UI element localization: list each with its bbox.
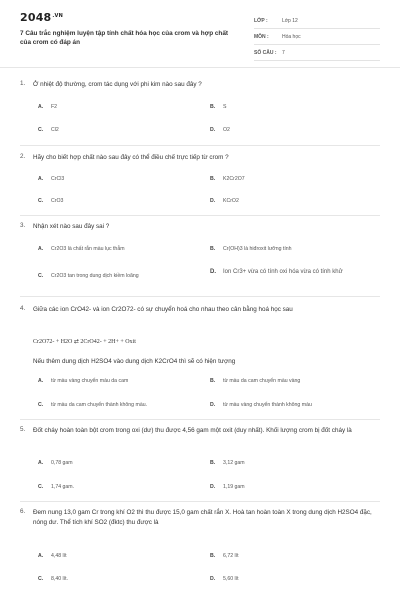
- meta-value: 7: [282, 49, 285, 56]
- option-letter: C.: [38, 127, 44, 133]
- divider: [20, 501, 380, 502]
- option-text: từ màu vàng chuyển thành không màu: [223, 402, 312, 408]
- option-letter: A.: [38, 104, 44, 110]
- option-letter: A.: [38, 553, 44, 559]
- option-text: 3,12 gam: [223, 460, 245, 466]
- option-text: Cr(OH)3 là hiđroxit lưỡng tính: [223, 246, 292, 252]
- option-text: Cr2O3 là chất rắn màu lục thẫm: [51, 246, 125, 252]
- option-letter: C.: [38, 484, 44, 490]
- option-letter: D.: [210, 402, 216, 408]
- option-5d[interactable]: [210, 484, 245, 490]
- option-4d[interactable]: [210, 402, 312, 408]
- option-3a[interactable]: [38, 246, 198, 252]
- option-text: 0,78 gam: [51, 460, 73, 466]
- option-text: 6,72 lít: [223, 553, 239, 559]
- option-text: 4,48 lít: [51, 553, 67, 559]
- meta-key: MÔN :: [254, 33, 269, 40]
- question-1: [20, 80, 380, 90]
- question-6: [20, 508, 380, 528]
- option-5c[interactable]: [38, 484, 74, 490]
- option-letter: D.: [210, 198, 216, 204]
- option-3b[interactable]: [210, 246, 380, 252]
- option-text: Cl2: [51, 127, 59, 133]
- divider: [20, 419, 380, 420]
- divider: [20, 215, 380, 216]
- option-letter: A.: [38, 460, 44, 466]
- question-3: [20, 222, 380, 232]
- option-letter: D.: [210, 269, 216, 275]
- option-text: 5,60 lít: [223, 576, 239, 582]
- option-text: Cr2O3 tan trong dung dịch kiềm loãng: [51, 273, 139, 279]
- option-text: KCrO2: [223, 198, 239, 204]
- question-number: 5.: [20, 426, 26, 433]
- option-3c[interactable]: [38, 273, 198, 279]
- option-letter: B.: [210, 378, 216, 384]
- question-text: Đốt cháy hoàn toàn bột crom trong oxi (dư) thu được 4,56 gam một oxit (duy nhất). Khối lượng crom bị đốt cháy là: [33, 427, 352, 434]
- meta-row-count: [254, 45, 380, 61]
- question-number: 3.: [20, 222, 26, 229]
- option-letter: A.: [38, 176, 44, 182]
- option-text: 1,19 gam: [223, 484, 245, 490]
- option-6d[interactable]: [210, 576, 239, 582]
- option-letter: A.: [38, 378, 44, 384]
- page-title: 7 Câu trắc nghiệm luyện tập tính chất hóa học của crom và hợp chất của crom có đáp án: [20, 30, 229, 46]
- meta-value: Hóa học: [282, 33, 301, 40]
- option-letter: D.: [210, 127, 216, 133]
- option-text: S: [223, 104, 227, 110]
- question-number: 4.: [20, 305, 26, 312]
- meta-panel: [254, 13, 380, 61]
- option-text: Ion Cr3+ vừa có tính oxi hóa vừa có tính khử: [223, 269, 343, 275]
- option-text: từ màu vàng chuyển màu da cam: [51, 378, 129, 384]
- meta-row-subject: [254, 29, 380, 45]
- meta-key: SỐ CÂU :: [254, 49, 277, 56]
- question-5: [20, 426, 380, 436]
- option-letter: D.: [210, 576, 216, 582]
- option-4b[interactable]: [210, 378, 300, 384]
- question-text: Hãy cho biết hợp chất nào sau đây có thể điều chế trực tiếp từ crom ?: [33, 154, 229, 161]
- option-letter: B.: [210, 246, 216, 252]
- question-text: Đem nung 13,0 gam Cr trong khí O2 thì thu được 15,0 gam chất rắn X. Hoà tan hoàn toàn X trong dung dịch H2SO4 đặc, nóng dư. Thể tích khí SO2 (đktc) thu được là: [33, 509, 372, 526]
- header: [0, 0, 400, 68]
- divider: [20, 145, 380, 146]
- divider: [20, 296, 380, 297]
- option-2b[interactable]: [210, 176, 245, 182]
- option-2c[interactable]: [38, 198, 63, 204]
- question-2: [20, 153, 380, 163]
- option-1a[interactable]: [38, 104, 57, 110]
- option-letter: B.: [210, 460, 216, 466]
- logo-text: 2048: [20, 11, 52, 24]
- option-4a[interactable]: [38, 378, 128, 384]
- option-letter: D.: [210, 484, 216, 490]
- option-text: CrO3: [51, 198, 64, 204]
- option-letter: C.: [38, 576, 44, 582]
- chemical-equation: Cr2O72- + H2O ⇄ 2CrO42- + 2H+ + Oxit: [33, 339, 136, 345]
- question-text: Giữa các ion CrO42- và ion Cr2O72- có sự chuyển hoá cho nhau theo cân bằng hoá học sau: [33, 306, 293, 313]
- question-number: 2.: [20, 153, 26, 160]
- option-3d[interactable]: [210, 268, 380, 277]
- option-letter: B.: [210, 553, 216, 559]
- option-text: từ màu da cam chuyển màu vàng: [223, 378, 301, 384]
- option-2d[interactable]: [210, 198, 239, 204]
- question-4: [20, 305, 380, 315]
- option-6b[interactable]: [210, 553, 239, 559]
- logo-suffix: .VN: [52, 13, 63, 19]
- meta-key: LỚP :: [254, 17, 268, 24]
- option-text: F2: [51, 104, 58, 110]
- option-1b[interactable]: [210, 104, 226, 110]
- option-6a[interactable]: [38, 553, 67, 559]
- question-note: Nếu thêm dung dịch H2SO4 vào dung dịch K2CrO4 thì sẽ có hiện tượng: [33, 358, 236, 365]
- option-text: từ màu da cam chuyển thành không màu.: [51, 402, 148, 408]
- option-letter: B.: [210, 176, 216, 182]
- option-text: 8,40 lít.: [51, 576, 69, 582]
- logo[interactable]: [20, 11, 63, 24]
- question-number: 1.: [20, 80, 26, 87]
- option-letter: B.: [210, 104, 216, 110]
- option-text: CrCl3: [51, 176, 65, 182]
- option-text: O2: [223, 127, 230, 133]
- option-5b[interactable]: [210, 460, 245, 466]
- option-letter: C.: [38, 198, 44, 204]
- option-text: K2Cr2O7: [223, 176, 245, 182]
- option-text: 1,74 gam.: [51, 484, 75, 490]
- option-letter: C.: [38, 273, 44, 279]
- question-number: 6.: [20, 508, 26, 515]
- question-text: Nhận xét nào sau đây sai ?: [33, 223, 110, 230]
- option-4c[interactable]: [38, 402, 147, 408]
- option-2a[interactable]: [38, 176, 64, 182]
- meta-row-class: [254, 13, 380, 29]
- option-5a[interactable]: [38, 460, 73, 466]
- meta-value: Lớp 12: [282, 17, 298, 24]
- option-letter: C.: [38, 402, 44, 408]
- option-6c[interactable]: [38, 576, 68, 582]
- option-1d[interactable]: [210, 127, 230, 133]
- question-text: Ở nhiệt độ thường, crom tác dụng với phi kim nào sau đây ?: [33, 81, 202, 88]
- option-letter: A.: [38, 246, 44, 252]
- option-1c[interactable]: [38, 127, 59, 133]
